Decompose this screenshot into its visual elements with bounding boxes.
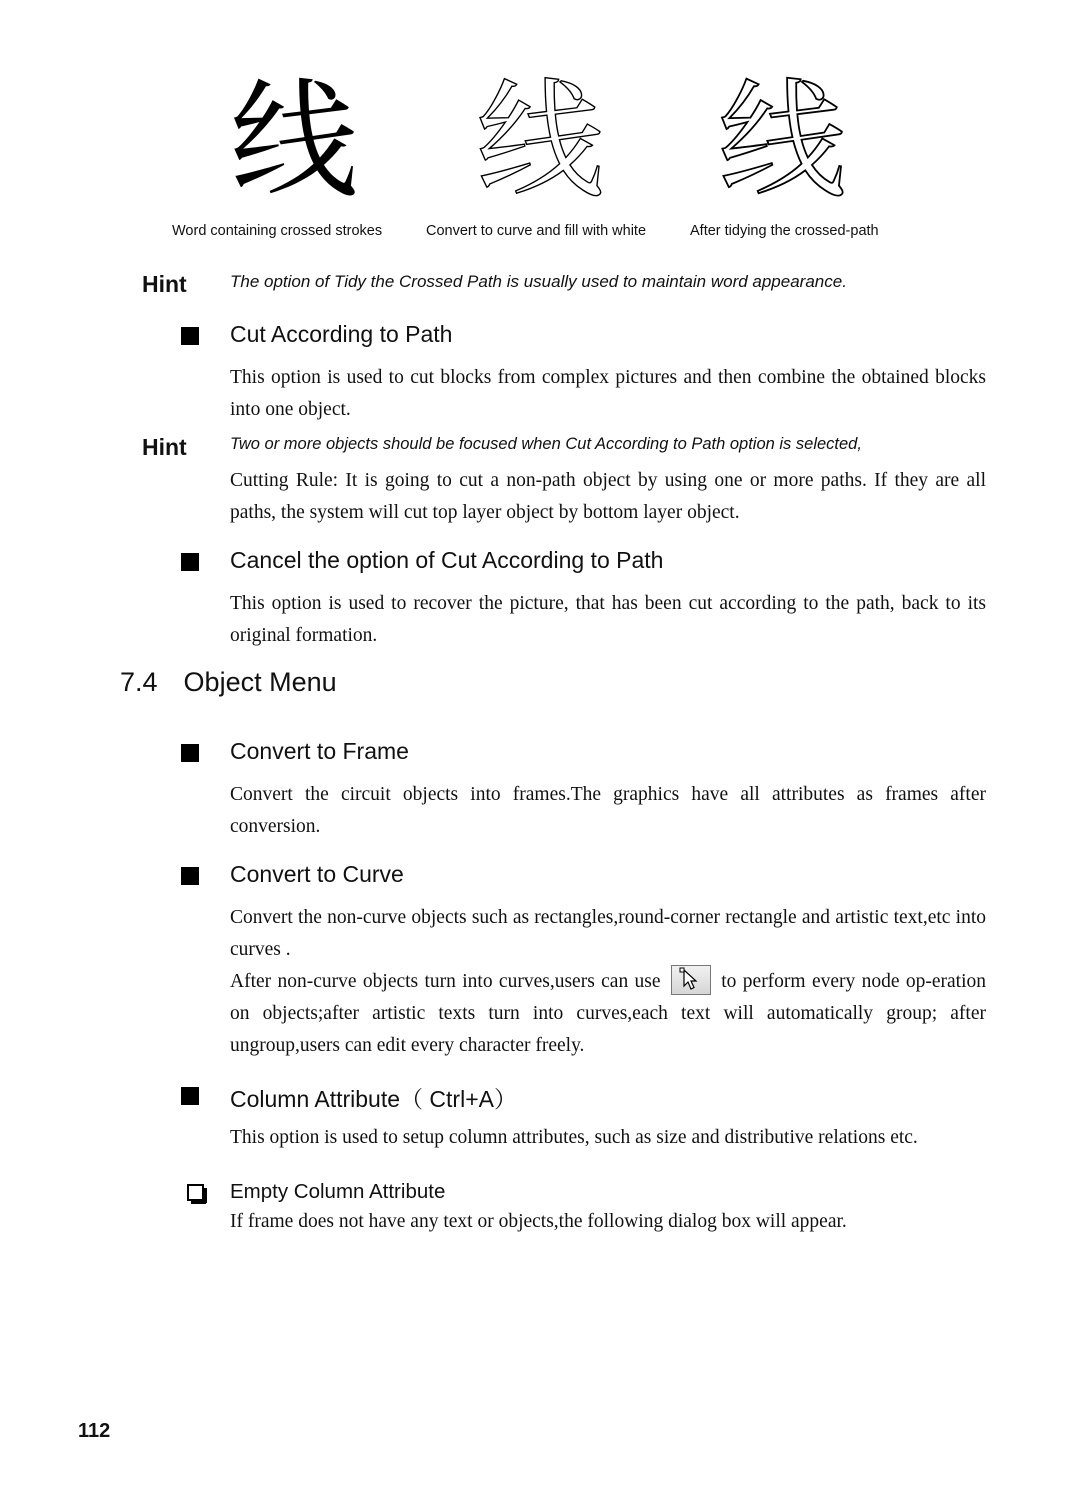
section-title xyxy=(120,667,337,698)
section-number: 7.4 xyxy=(120,667,158,697)
caption-crossed-strokes: Word containing crossed strokes xyxy=(172,223,383,239)
bullet-square xyxy=(181,1087,199,1105)
paragraph: This option is used to recover the picture, that has been cut according to the path, back to its original formation. xyxy=(230,593,986,646)
hint-label: Hint xyxy=(142,271,187,297)
section-name: Object Menu xyxy=(183,667,337,697)
caption-fill-white: Convert to curve and fill with white xyxy=(426,223,647,239)
bullet-square xyxy=(181,867,199,885)
bullet-square xyxy=(181,744,199,762)
heading-empty-column: Empty Column Attribute xyxy=(230,1180,446,1203)
node-select-arrow-icon xyxy=(671,965,711,995)
hint-text: Two or more objects should be focused when Cut According to Path option is selected, xyxy=(230,435,862,453)
paragraph: This option is used to setup column attributes, such as size and distributive relations etc. xyxy=(230,1127,918,1148)
heading-column-attribute: Column Attribute（ Ctrl+A） xyxy=(230,1086,517,1112)
glyph-outline-tidy: 线 xyxy=(717,67,846,216)
body-empty-column xyxy=(230,1206,986,1238)
paragraph: Convert the circuit objects into frames.The graphics have all attributes as frames after conversion. xyxy=(230,784,986,837)
heading-cancel-cut: Cancel the option of Cut According to Path xyxy=(230,547,664,573)
heading-convert-frame: Convert to Frame xyxy=(230,738,409,764)
hint-text: The option of Tidy the Crossed Path is usually used to maintain word appearance. xyxy=(230,272,847,291)
checkbox-bullet-icon xyxy=(187,1184,204,1201)
bullet-square xyxy=(181,327,199,345)
hint-label: Hint xyxy=(142,434,187,460)
glyph-outline-crossed: 线 xyxy=(475,67,604,216)
text-before-icon: After non-curve objects turn into curves,users can use xyxy=(230,971,661,992)
paragraph xyxy=(230,966,986,1062)
heading-cut-path: Cut According to Path xyxy=(230,321,453,347)
body-convert-curve xyxy=(230,902,986,1062)
body-cutting-rule xyxy=(230,465,986,529)
bullet-square xyxy=(181,553,199,571)
body-convert-frame xyxy=(230,779,986,843)
body-cut-path xyxy=(230,362,986,426)
glyph-solid: 线 xyxy=(229,67,358,216)
body-column-attribute xyxy=(230,1122,986,1154)
paragraph: If frame does not have any text or objects,the following dialog box will appear. xyxy=(230,1211,847,1232)
paragraph: This option is used to cut blocks from complex pictures and then combine the obtained blocks into one object. xyxy=(230,367,986,420)
text-after-icon: to perform every node op-eration on objects;after artistic texts turn into curves,each text will automatically group; after ungroup,users can edit every character freely. xyxy=(230,971,986,1056)
paragraph: Convert the non-curve objects such as rectangles,round-corner rectangle and artistic text,etc into curves . xyxy=(230,907,986,960)
heading-convert-curve: Convert to Curve xyxy=(230,861,404,887)
body-cancel-cut xyxy=(230,588,986,652)
caption-tidy-path: After tidying the crossed-path xyxy=(690,223,879,239)
paragraph: Cutting Rule: It is going to cut a non-path object by using one or more paths. If they are all paths, the system will cut top layer object by bottom layer object. xyxy=(230,470,986,523)
page-number: 112 xyxy=(78,1420,111,1442)
